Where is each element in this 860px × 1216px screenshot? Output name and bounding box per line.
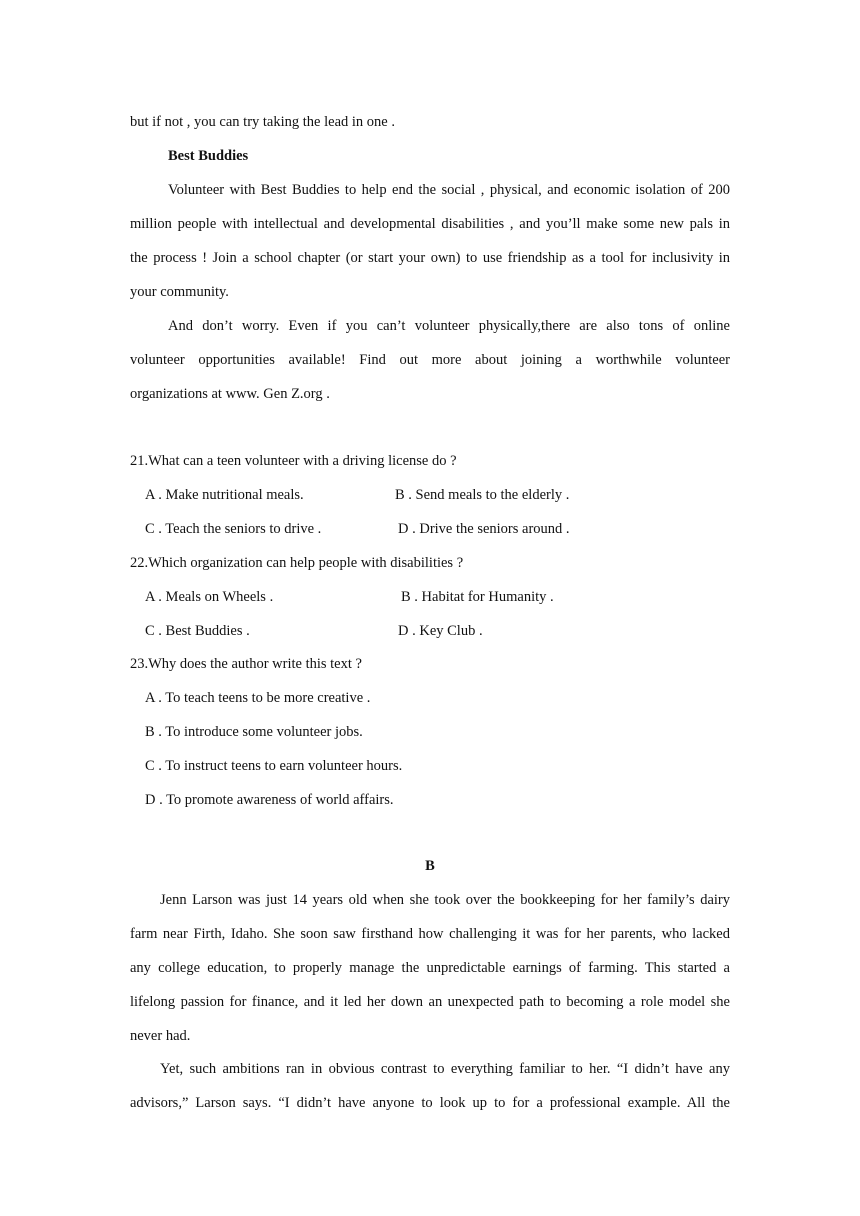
passage-line: And don’t worry. Even if you can’t volunteer physically,there are also tons of online: [168, 318, 730, 334]
answer-option: C . Best Buddies .: [145, 623, 250, 639]
passage-line: Yet, such ambitions ran in obvious contrast to everything familiar to her. “I didn’t have any: [160, 1061, 730, 1077]
answer-option: B . Habitat for Humanity .: [401, 589, 554, 605]
passage-line: Volunteer with Best Buddies to help end the social , physical, and economic isolation of 200: [168, 182, 730, 198]
question-stem: 21.What can a teen volunteer with a driving license do ?: [130, 453, 457, 469]
answer-option: A . Make nutritional meals.: [145, 487, 304, 503]
passage-line: million people with intellectual and developmental disabilities , and you’ll make some new pals in: [130, 216, 730, 232]
answer-option: B . Send meals to the elderly .: [395, 487, 570, 503]
answer-option: D . Drive the seniors around .: [398, 521, 570, 537]
answer-option: D . Key Club .: [398, 623, 483, 639]
answer-option: D . To promote awareness of world affairs.: [145, 792, 394, 808]
passage-line: organizations at www. Gen Z.org .: [130, 386, 330, 402]
passage-line: farm near Firth, Idaho. She soon saw firsthand how challenging it was for her parents, who lacked: [130, 926, 730, 942]
question-stem: 22.Which organization can help people with disabilities ?: [130, 555, 464, 571]
answer-option: B . To introduce some volunteer jobs.: [145, 724, 363, 740]
passage-line: never had.: [130, 1028, 191, 1044]
passage-line: Jenn Larson was just 14 years old when she took over the bookkeeping for her family’s dairy: [160, 892, 730, 908]
passage-line: lifelong passion for finance, and it led her down an unexpected path to becoming a role model she: [130, 994, 730, 1010]
answer-option: C . To instruct teens to earn volunteer hours.: [145, 758, 403, 774]
passage-line: your community.: [130, 284, 229, 300]
question-stem: 23.Why does the author write this text ?: [130, 656, 362, 672]
answer-option: A . To teach teens to be more creative .: [145, 690, 371, 706]
passage-line: the process ! Join a school chapter (or start your own) to use friendship as a tool for inclusivity in: [130, 250, 730, 266]
section-label: B: [425, 858, 435, 874]
passage-line: advisors,” Larson says. “I didn’t have anyone to look up to for a professional example. All the: [130, 1095, 730, 1111]
answer-option: A . Meals on Wheels .: [145, 589, 274, 605]
answer-option: C . Teach the seniors to drive .: [145, 521, 322, 537]
passage-line: volunteer opportunities available! Find out more about joining a worthwhile volunteer: [130, 352, 730, 368]
section-heading: Best Buddies: [168, 148, 249, 164]
passage-line: any college education, to properly manage the unpredictable earnings of farming. This started a: [130, 960, 730, 976]
passage-line: but if not , you can try taking the lead in one .: [130, 114, 395, 130]
